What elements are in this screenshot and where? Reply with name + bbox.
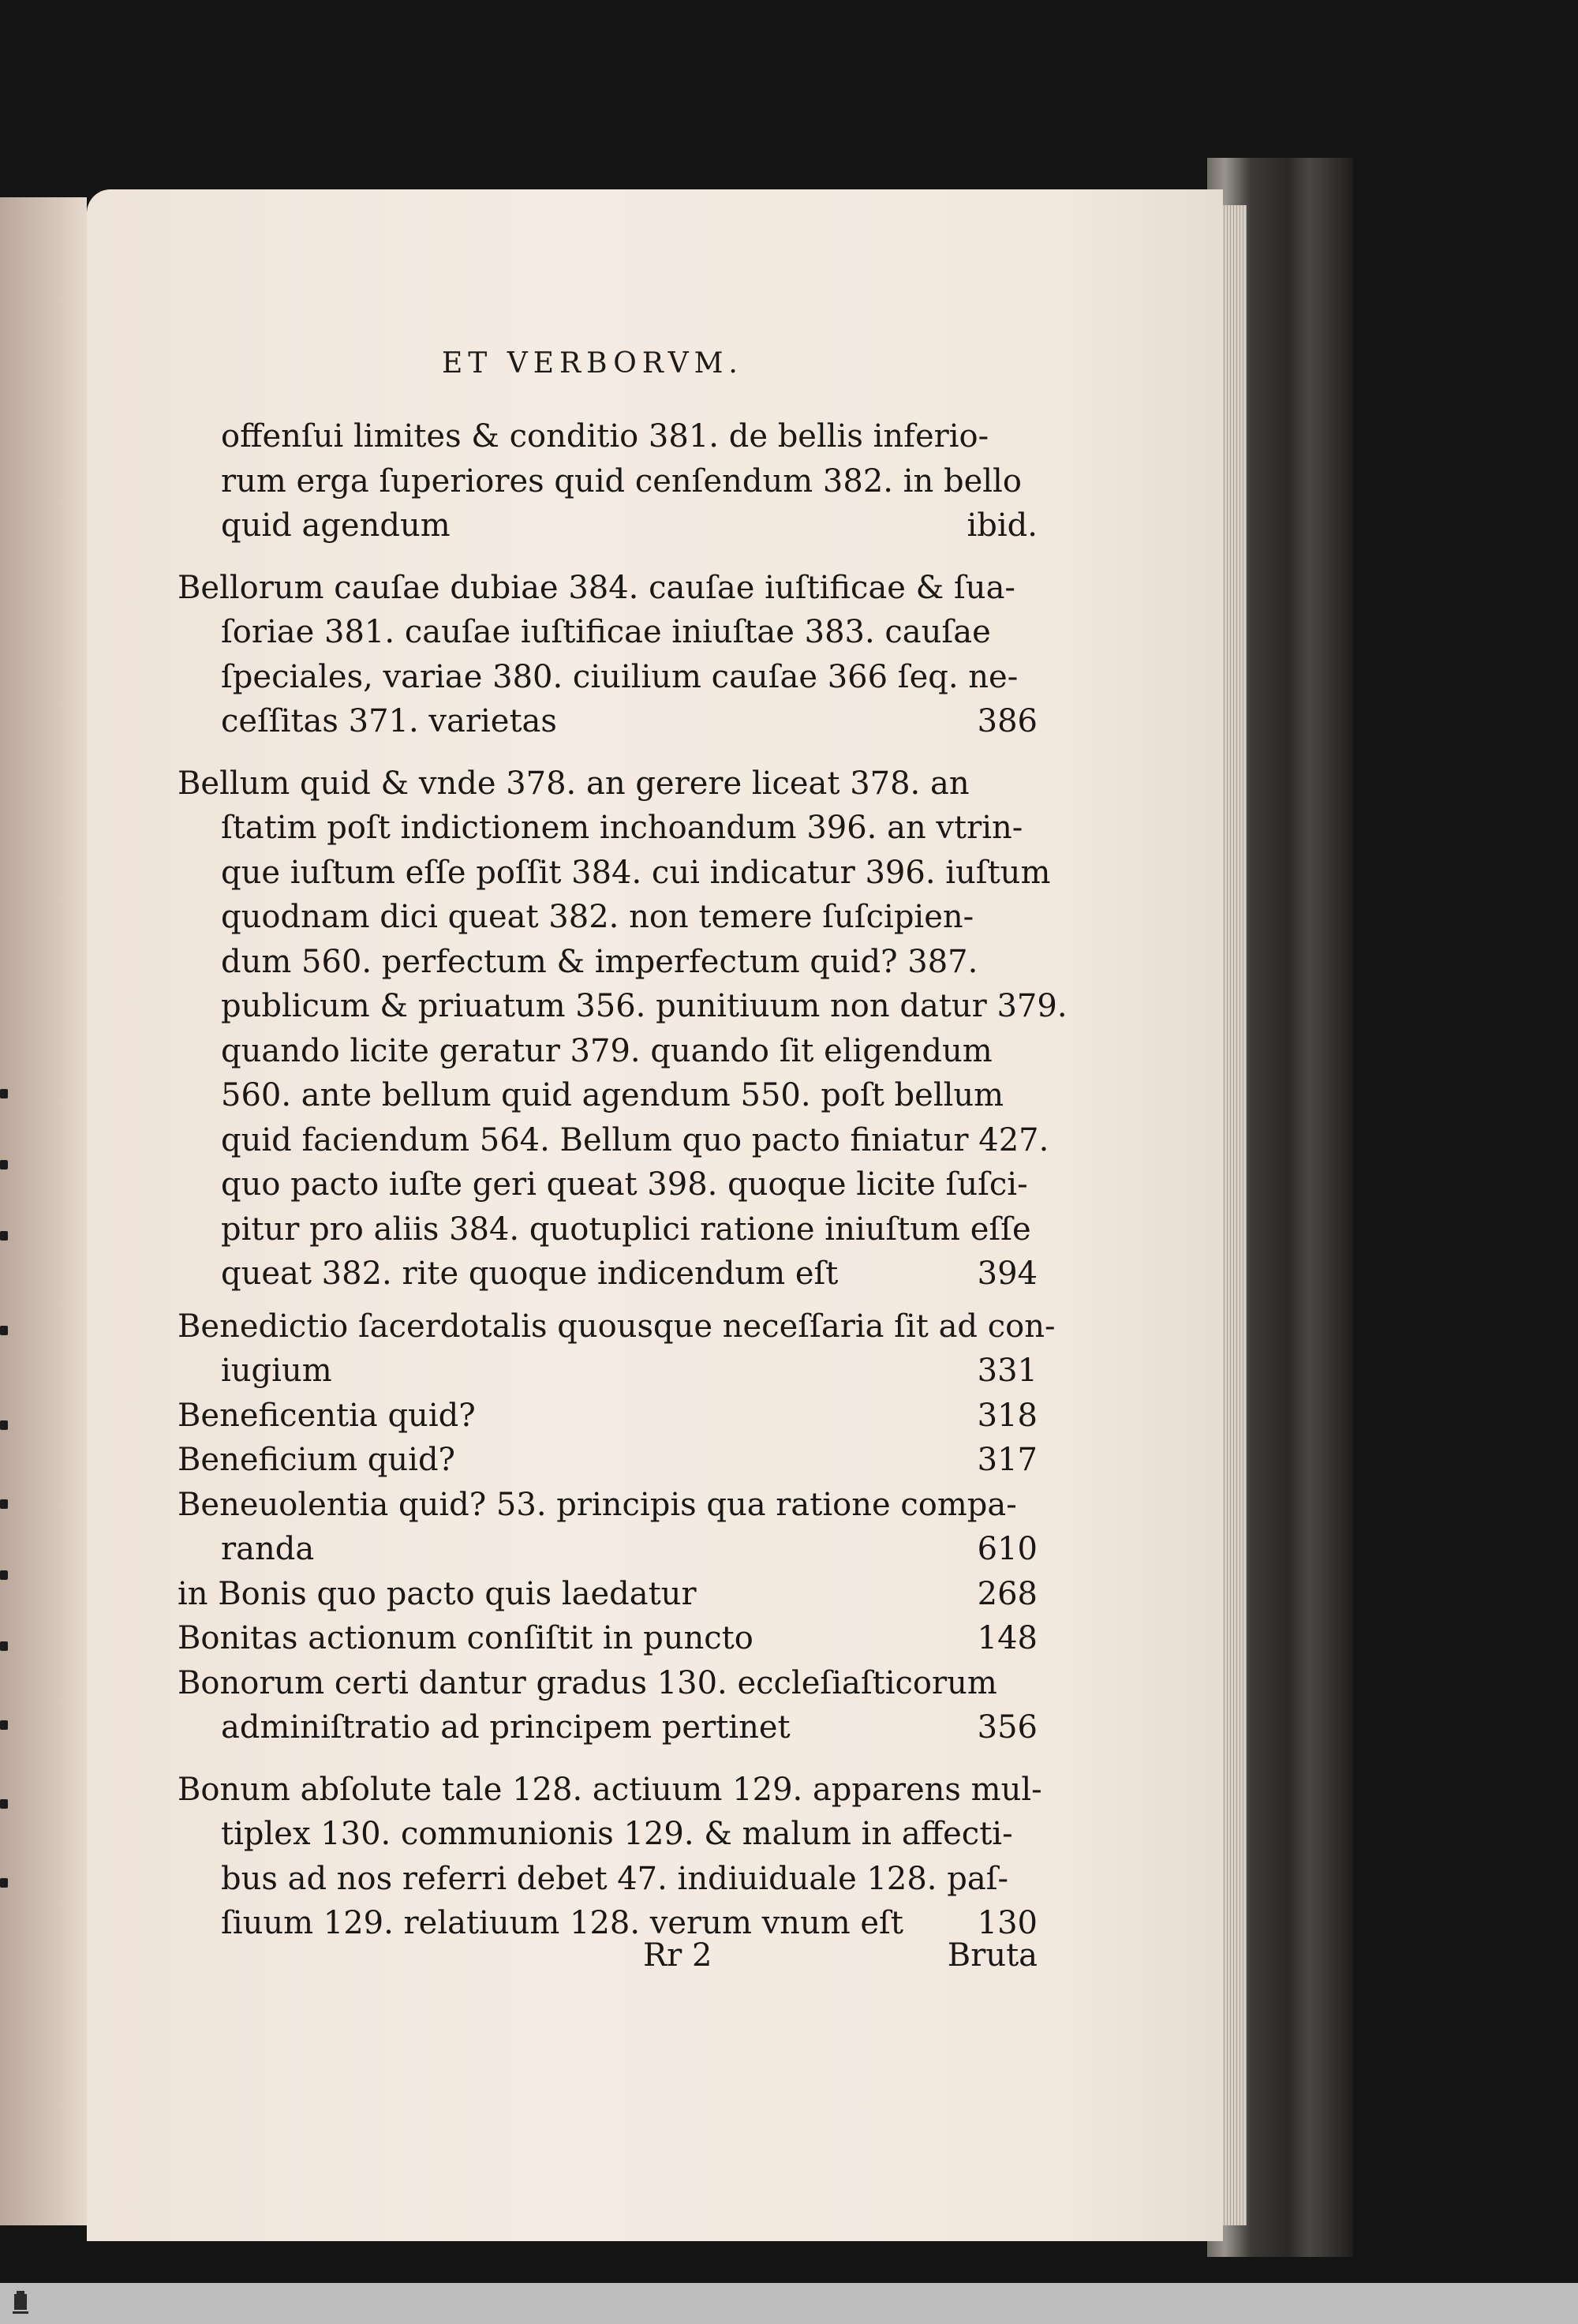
line-text: iugium	[221, 1353, 332, 1389]
line-text: bus ad nos referri debet 47. indiuiduale 128. paſ-	[221, 1860, 1009, 1897]
entry-line	[178, 699, 1038, 744]
line-text: quodnam dici queat 382. non temere ſuſcipien-	[221, 899, 974, 935]
entry-line	[178, 851, 1051, 896]
entry-line	[178, 1661, 1038, 1706]
page-ref: 317	[977, 1442, 1038, 1478]
page-ref: 610	[977, 1531, 1038, 1567]
entry-line	[178, 1073, 1038, 1118]
line-text: quo pacto iuſte geri queat 398. quoque licite ſuſci-	[221, 1166, 1028, 1203]
line-text: quid faciendum 564. Bellum quo pacto finiatur 427.	[221, 1121, 1049, 1158]
line-text: Beneuolentia quid? 53. principis qua ratione compa-	[178, 1486, 1017, 1523]
line-text: dum 560. perfectum & imperfectum quid? 387.	[221, 943, 978, 980]
index-entry	[178, 1768, 1042, 1946]
page-ref: 318	[977, 1397, 1038, 1434]
line-text: Bellum quid & vnde 378. an gerere liceat 378. an	[178, 765, 970, 802]
line-text: queat 382. rite quoque indicendum eſt	[221, 1256, 839, 1292]
line-text: in Bonis quo pacto quis laedatur	[178, 1575, 697, 1612]
line-text: ſtatim poſt indictionem inchoandum 396. an vtrin-	[221, 810, 1023, 846]
line-text: quid agendum	[221, 507, 451, 544]
index-entry	[178, 566, 1038, 744]
line-text: Bellorum cauſae dubiae 384. cauſae iuſtificae & ſua-	[178, 569, 1015, 606]
index-entry	[178, 1661, 1038, 1750]
entry-line	[178, 1616, 1038, 1661]
index-entry	[178, 1438, 1038, 1483]
line-text: quando licite geratur 379. quando ſit eligendum	[221, 1032, 993, 1069]
index-entry	[178, 1304, 1056, 1394]
line-text: pitur pro aliis 384. quotuplici ratione iniuſtum eſſe	[221, 1211, 1031, 1248]
index-entry	[178, 1572, 1038, 1617]
viewer-bottom-bar	[0, 2283, 1578, 2324]
library-logo-icon	[9, 2289, 32, 2318]
page-ref: 130	[977, 1905, 1038, 1941]
index-entry	[178, 414, 1038, 548]
entry-line	[178, 459, 1038, 504]
line-text: Bonitas actionum conſiſtit in puncto	[178, 1620, 753, 1656]
line-text: randa	[221, 1531, 315, 1567]
entry-line	[178, 940, 1038, 985]
page-ref: 394	[977, 1256, 1038, 1292]
line-text: Bonorum certi dantur gradus 130. eccleſiaſticorum	[178, 1664, 997, 1701]
entry-line	[178, 566, 1038, 611]
line-text: que iuſtum eſſe poſſit 384. cui indicatur 396. iuſtum	[221, 854, 1051, 891]
entry-line	[178, 1304, 1056, 1349]
page-ref: 331	[977, 1353, 1038, 1389]
entry-line	[178, 984, 1068, 1029]
entry-line	[178, 762, 1038, 806]
entry-line	[178, 1527, 1038, 1572]
line-text: 560. ante bellum quid agendum 550. poſt bellum	[221, 1077, 1004, 1113]
page-footer	[178, 1937, 1038, 1982]
line-text: adminiſtratio ad principem pertinet	[221, 1709, 791, 1746]
left-page-edge	[0, 197, 87, 2225]
entry-line	[178, 1572, 1038, 1617]
entry-line	[178, 610, 1038, 655]
signature-mark: Rr 2	[643, 1937, 712, 1974]
line-text: Beneficium quid?	[178, 1442, 455, 1478]
left-margin-marks	[0, 1089, 11, 1957]
line-text: Bonum abſolute tale 128. actiuum 129. apparens mul-	[178, 1771, 1042, 1808]
index-entry	[178, 762, 1068, 1297]
entry-line	[178, 1349, 1038, 1394]
line-text: Benedictio ſacerdotalis quousque neceſſaria ſit ad con-	[178, 1308, 1056, 1345]
line-text: offenſui limites & conditio 381. de bellis inferio-	[221, 418, 989, 455]
line-text: ceſſitas 371. varietas	[221, 703, 557, 739]
entry-line	[178, 414, 1038, 459]
line-text: Beneficentia quid?	[178, 1397, 476, 1434]
entry-line	[178, 1118, 1049, 1163]
entry-line	[178, 1812, 1038, 1857]
entry-line	[178, 1394, 1038, 1439]
line-text: publicum & priuatum 356. punitiuum non datur 379.	[221, 988, 1068, 1024]
index-entry	[178, 1394, 1038, 1439]
page-ref: 268	[977, 1575, 1038, 1612]
index-entry	[178, 1483, 1038, 1572]
entry-line	[178, 806, 1038, 851]
entry-line	[178, 1768, 1042, 1813]
entry-line	[178, 1483, 1038, 1528]
index-entries	[178, 414, 1068, 1946]
entry-line	[178, 1252, 1038, 1297]
entry-line	[178, 503, 1038, 548]
catchword: Bruta	[947, 1937, 1038, 1974]
line-text: tiplex 130. communionis 129. & malum in affecti-	[221, 1816, 1013, 1852]
entry-line	[178, 655, 1038, 700]
entry-line	[178, 1029, 1038, 1074]
index-entry	[178, 1616, 1038, 1661]
running-head: ET VERBORVM.	[442, 347, 743, 380]
entry-line	[178, 1207, 1038, 1252]
line-text: ſpeciales, variae 380. ciuilium cauſae 366 ſeq. ne-	[221, 658, 1019, 695]
page-ref: 148	[977, 1620, 1038, 1656]
entry-line	[178, 1857, 1038, 1902]
page-ref: ibid.	[967, 507, 1038, 544]
line-text: ſiuum 129. relatiuum 128. verum vnum eſt	[221, 1905, 903, 1941]
entry-line	[178, 1162, 1038, 1207]
entry-line	[178, 1705, 1038, 1750]
line-text: rum erga ſuperiores quid cenſendum 382. in bello	[221, 462, 1022, 500]
line-text: ſoriae 381. cauſae iuſtificae iniuſtae 383. cauſae	[221, 614, 991, 650]
page-ref: 356	[977, 1709, 1038, 1746]
entry-line	[178, 895, 1038, 940]
entry-line	[178, 1438, 1038, 1483]
page-ref: 386	[977, 703, 1038, 739]
